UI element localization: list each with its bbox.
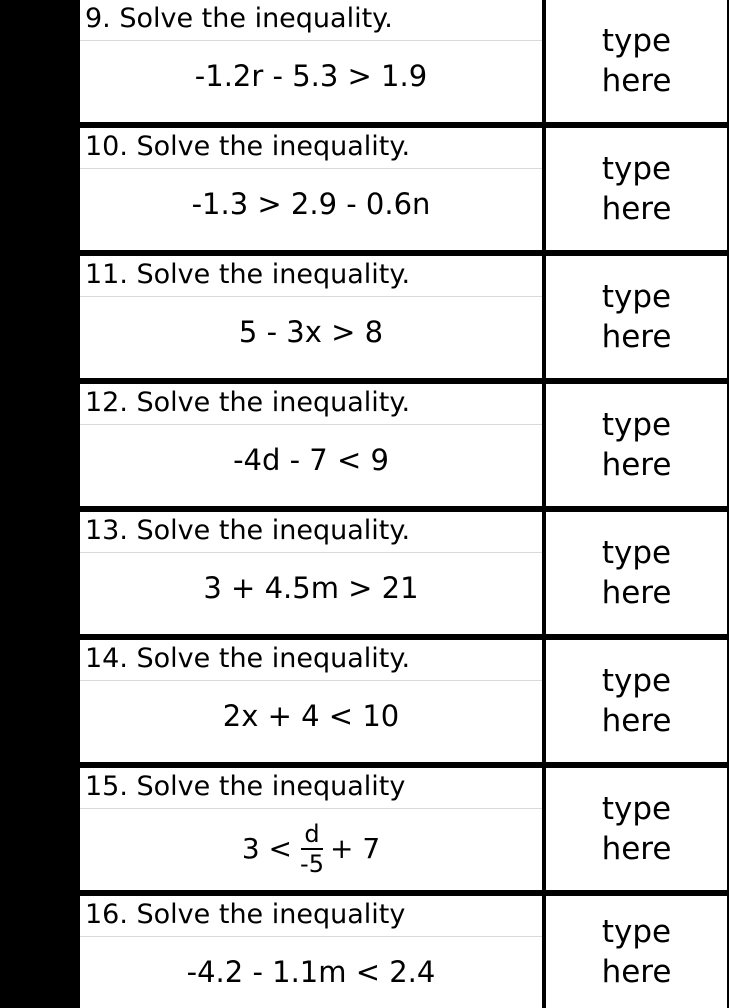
problem-row-13 [76,512,729,640]
inequality-expression-12: -4d - 7 < 9 [233,443,389,477]
question-cell-12 [80,384,542,506]
question-cell-11 [80,256,542,378]
answer-placeholder-9: type here [601,23,672,99]
answer-field-14[interactable] [546,640,727,762]
fraction-denominator: -5 [300,850,324,878]
guide-line [80,552,542,553]
question-title-15: 15. Solve the inequality [85,771,406,802]
question-title-14: 14. Solve the inequality. [85,643,411,674]
inequality-expression-10: -1.3 > 2.9 - 0.6n [191,187,431,221]
question-cell-10 [80,128,542,250]
guide-line [80,40,542,41]
answer-field-12[interactable] [546,384,727,506]
answer-placeholder-11: type here [601,279,672,355]
question-cell-14 [80,640,542,762]
inequality-expression-15 [80,822,542,876]
question-title-10: 10. Solve the inequality. [85,131,411,162]
answer-placeholder-15: type here [601,791,672,867]
answer-field-9[interactable] [546,0,727,122]
inequality-expression-13: 3 + 4.5m > 21 [203,571,419,605]
answer-placeholder-14: type here [601,663,672,739]
problem-row-12 [76,384,729,512]
guide-line [80,296,542,297]
expression-right: + 7 [329,832,381,865]
answer-field-13[interactable] [546,512,727,634]
problem-row-9 [76,0,729,128]
fraction [300,822,324,876]
answer-placeholder-16: type here [601,914,672,990]
question-cell-16 [80,896,542,1008]
inequality-expression-11: 5 - 3x > 8 [238,315,384,349]
guide-line [80,168,542,169]
inequality-expression-16: -4.2 - 1.1m < 2.4 [186,955,436,989]
problem-row-14 [76,640,729,768]
problem-row-15 [76,768,729,896]
answer-placeholder-12: type here [601,407,672,483]
fraction-numerator: d [304,820,320,848]
question-title-16: 16. Solve the inequality [85,899,406,930]
guide-line [80,680,542,681]
inequality-expression-9: -1.2r - 5.3 > 1.9 [194,59,428,93]
problem-row-10 [76,128,729,256]
question-cell-9 [80,0,542,122]
answer-placeholder-13: type here [601,535,672,611]
question-title-13: 13. Solve the inequality. [85,515,411,546]
answer-field-10[interactable] [546,128,727,250]
question-cell-13 [80,512,542,634]
question-title-9: 9. Solve the inequality. [85,3,393,34]
problem-row-16 [76,896,729,1008]
question-title-12: 12. Solve the inequality. [85,387,411,418]
answer-field-15[interactable] [546,768,727,890]
guide-line [80,808,542,809]
guide-line [80,424,542,425]
guide-line [80,936,542,937]
answer-field-11[interactable] [546,256,727,378]
expression-left: 3 < [241,832,293,865]
question-title-11: 11. Solve the inequality. [85,259,411,290]
worksheet-table [76,0,729,1008]
answer-placeholder-10: type here [601,151,672,227]
answer-field-16[interactable] [546,896,727,1008]
question-cell-15 [80,768,542,890]
problem-row-11 [76,256,729,384]
inequality-expression-14: 2x + 4 < 10 [222,699,400,733]
